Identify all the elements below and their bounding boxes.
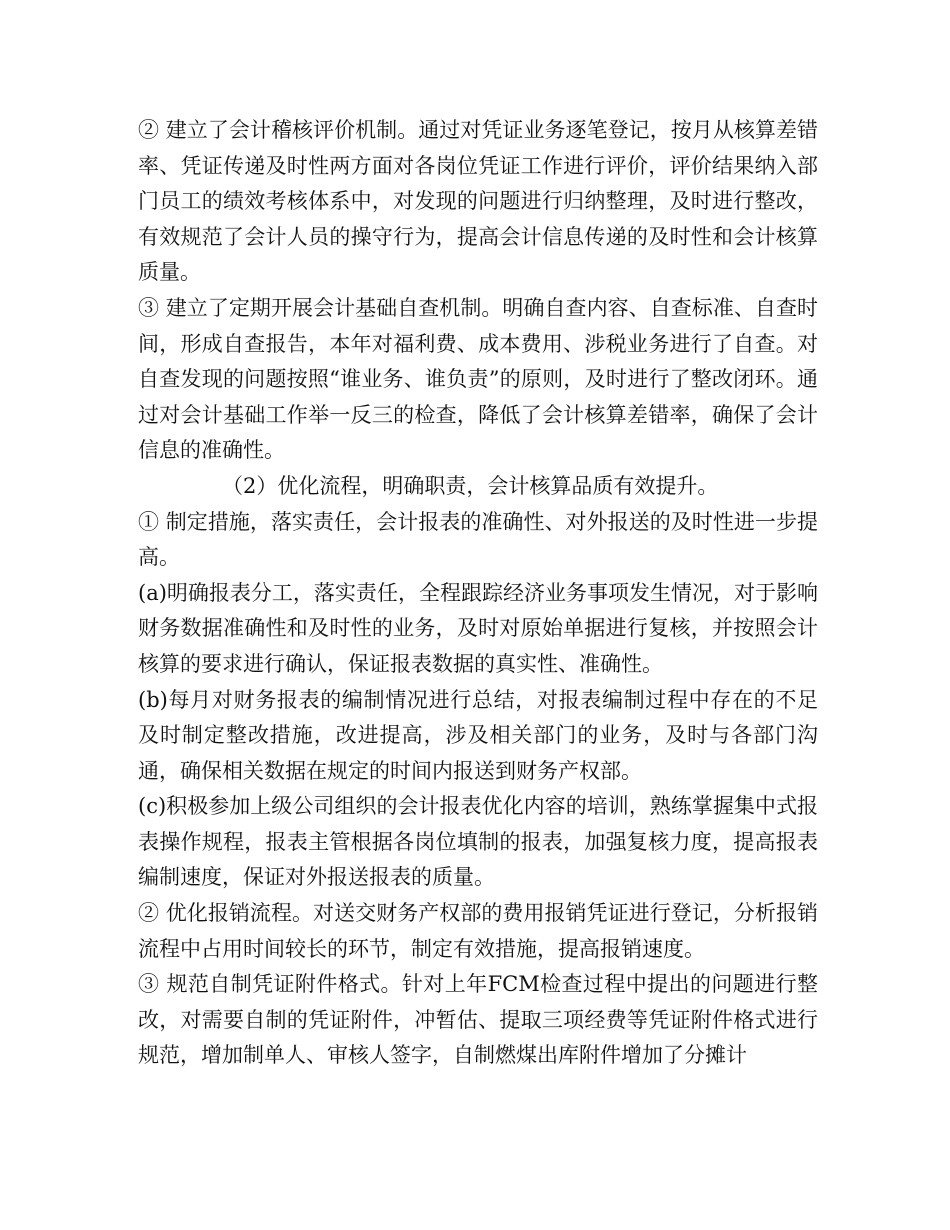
paragraph-item-b: (b)每月对财务报表的编制情况进行总结，对报表编制过程中存在的不足及时制定整改措施，改进提高，涉及相关部门的业务，及时与各部门沟通，确保相关数据在规定的时间内报送到财务产权部。 — [138, 687, 818, 783]
section-heading-optimize-process: （2）优化流程，明确职责，会计核算品质有效提升。 — [222, 473, 719, 498]
paragraph-audit-mechanism: ② 建立了会计稽核评价机制。通过对凭证业务逐笔登记，按月从核算差错率、凭证传递及时性两方面对各岗位凭证工作进行评价，评价结果纳入部门员工的绩效考核体系中，对发现的问题进行归纳整理，及时进行整改，有效规范了会计人员的操守行为，提高会计信息传递的及时性和会计核算质量。 — [138, 118, 818, 285]
paragraph-item-c: (c)积极参加上级公司组织的会计报表优化内容的培训，熟练掌握集中式报表操作规程，报表主管根据各岗位填制的报表，加强复核力度，提高报表编制速度，保证对外报送报表的质量。 — [138, 794, 818, 890]
paragraph-item-a: (a)明确报表分工，落实责任，全程跟踪经济业务事项发生情况，对于影响财务数据准确性和及时性的业务，及时对原始单据进行复核，并按照会计核算的要求进行确认，保证报表数据的真实性、准确性。 — [138, 580, 818, 676]
paragraph-report-measures: ① 制定措施，落实责任，会计报表的准确性、对外报送的及时性进一步提高。 — [138, 509, 818, 570]
paragraph-self-check-mechanism: ③ 建立了定期开展会计基础自查机制。明确自查内容、自查标准、自查时间，形成自查报告，本年对福利费、成本费用、涉税业务进行了自查。对自查发现的问题按照“谁业务、谁负责”的原则，及时进行了整改闭环。通过对会计基础工作举一反三的检查，降低了会计核算差错率，确保了会计信息的准确性。 — [138, 295, 818, 463]
paragraph-reimbursement-process: ② 优化报销流程。对送交财务产权部的费用报销凭证进行登记，分析报销流程中占用时间较长的环节，制定有效措施，提高报销速度。 — [138, 901, 818, 961]
paragraph-voucher-format: ③ 规范自制凭证附件格式。针对上年FCM检查过程中提出的问题进行整改，对需要自制的凭证附件，冲暂估、提取三项经费等凭证附件格式进行规范，增加制单人、审核人签字，自制燃煤出库附件增加了分摊计 — [138, 972, 818, 1068]
document-body — [138, 113, 818, 1074]
